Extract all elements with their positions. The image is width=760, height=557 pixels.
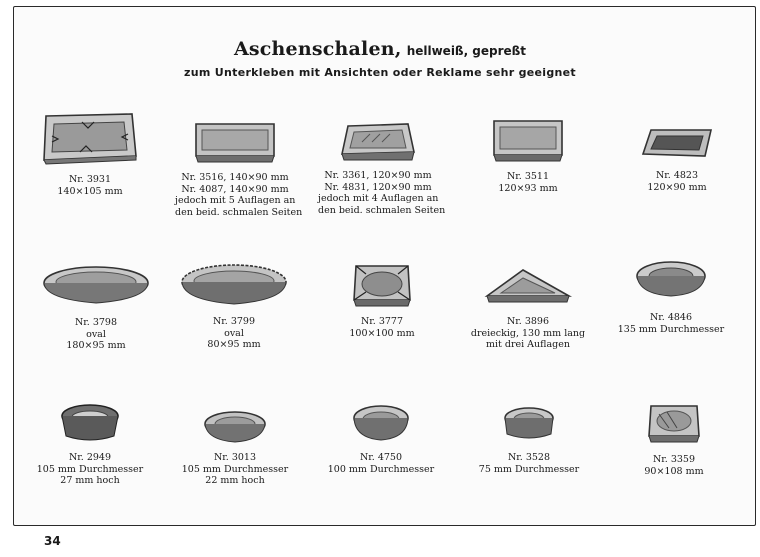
- rect-ashtray-image: [490, 119, 566, 163]
- item-size: 180×95 mm: [66, 340, 126, 351]
- catalog-item: [175, 120, 303, 218]
- catalog-item: [318, 122, 446, 216]
- item-number: Nr. 3777: [360, 316, 404, 327]
- item-number: Nr. 3361, 120×90 mm: [324, 170, 432, 181]
- item-height: 22 mm hoch: [205, 475, 265, 486]
- item-number: Nr. 3013: [213, 452, 257, 463]
- item-number: Nr. 4750: [359, 452, 403, 463]
- item-size: 75 mm Durchmesser: [478, 463, 580, 475]
- catalog-item: [30, 110, 150, 197]
- item-number: Nr. 4823: [655, 170, 699, 181]
- item-note: jedoch mit 5 Auflagen an: [175, 195, 296, 206]
- rect-ashtray-image: [42, 110, 138, 166]
- item-note: mit drei Auflagen: [486, 339, 570, 350]
- triangle-ashtray-image: [483, 266, 573, 306]
- page-title: [0, 38, 760, 60]
- round-ashtray-image: [633, 258, 709, 302]
- item-number: Nr. 4846: [649, 312, 693, 323]
- item-shape: dreieckig, 130 mm lang: [470, 327, 586, 339]
- item-number: Nr. 3516, 140×90 mm: [181, 172, 289, 183]
- square-ashtray-image: [350, 262, 414, 308]
- item-size: 100 mm Durchmesser: [327, 463, 435, 475]
- item-number: Nr. 3359: [652, 454, 696, 465]
- item-number: Nr. 3799: [212, 316, 256, 327]
- catalog-item: [468, 266, 588, 351]
- item-number: Nr. 3511: [506, 171, 550, 182]
- title-suffix: hellweiß, gepreßt: [406, 44, 527, 58]
- item-height: 27 mm hoch: [60, 475, 120, 486]
- item-number: Nr. 3528: [507, 452, 551, 463]
- item-number: Nr. 2949: [68, 452, 112, 463]
- item-size: 135 mm Durchmesser: [617, 323, 725, 335]
- item-note: jedoch mit 4 Auflagen an: [318, 193, 439, 204]
- item-shape: oval: [86, 328, 106, 340]
- rect-ashtray-image: [338, 122, 418, 164]
- oval-ashtray-image: [179, 262, 289, 308]
- item-size: 90×108 mm: [644, 465, 704, 477]
- item-size: 105 mm Durchmesser: [181, 463, 289, 475]
- catalog-item: [469, 404, 589, 475]
- catalog-item: [322, 262, 442, 339]
- item-size: 120×93 mm: [498, 182, 558, 194]
- item-shape: oval: [224, 327, 244, 339]
- oval-ashtray-image: [41, 263, 151, 307]
- rect-ashtray-image: [639, 126, 715, 160]
- item-number: Nr. 3931: [68, 174, 112, 185]
- catalog-item: [468, 119, 588, 194]
- item-size: 120×90 mm: [647, 181, 707, 193]
- catalog-item: [175, 408, 295, 487]
- item-variant: Nr. 4831, 120×90 mm: [324, 181, 432, 193]
- square-ashtray-image: [645, 402, 703, 446]
- catalog-item: [30, 402, 150, 487]
- round-ashtray-image: [57, 402, 123, 444]
- item-size: 80×95 mm: [207, 339, 261, 350]
- page-subtitle: zum Unterkleben mit Ansichten oder Reklame sehr geeignet: [184, 66, 576, 79]
- round-ashtray-image: [502, 404, 556, 444]
- item-number: Nr. 3798: [74, 317, 118, 328]
- item-size: 140×105 mm: [57, 185, 123, 197]
- catalog-item: [321, 402, 441, 475]
- catalog-item: [36, 263, 156, 352]
- item-note: den beid. schmalen Seiten: [318, 204, 446, 216]
- item-variant: Nr. 4087, 140×90 mm: [181, 183, 289, 195]
- catalog-item: [614, 402, 734, 477]
- item-note: den beid. schmalen Seiten: [175, 206, 303, 218]
- catalog-item: [617, 126, 737, 193]
- round-ashtray-image: [202, 408, 268, 444]
- catalog-item: [611, 258, 731, 335]
- catalog-item: [174, 262, 294, 351]
- item-number: Nr. 3896: [506, 316, 550, 327]
- page-number: 34: [44, 534, 61, 548]
- item-size: 105 mm Durchmesser: [36, 463, 144, 475]
- round-ashtray-image: [351, 402, 411, 444]
- item-size: 100×100 mm: [349, 327, 415, 339]
- title-main: Aschenschalen,: [233, 38, 402, 60]
- rect-ashtray-image: [192, 120, 278, 164]
